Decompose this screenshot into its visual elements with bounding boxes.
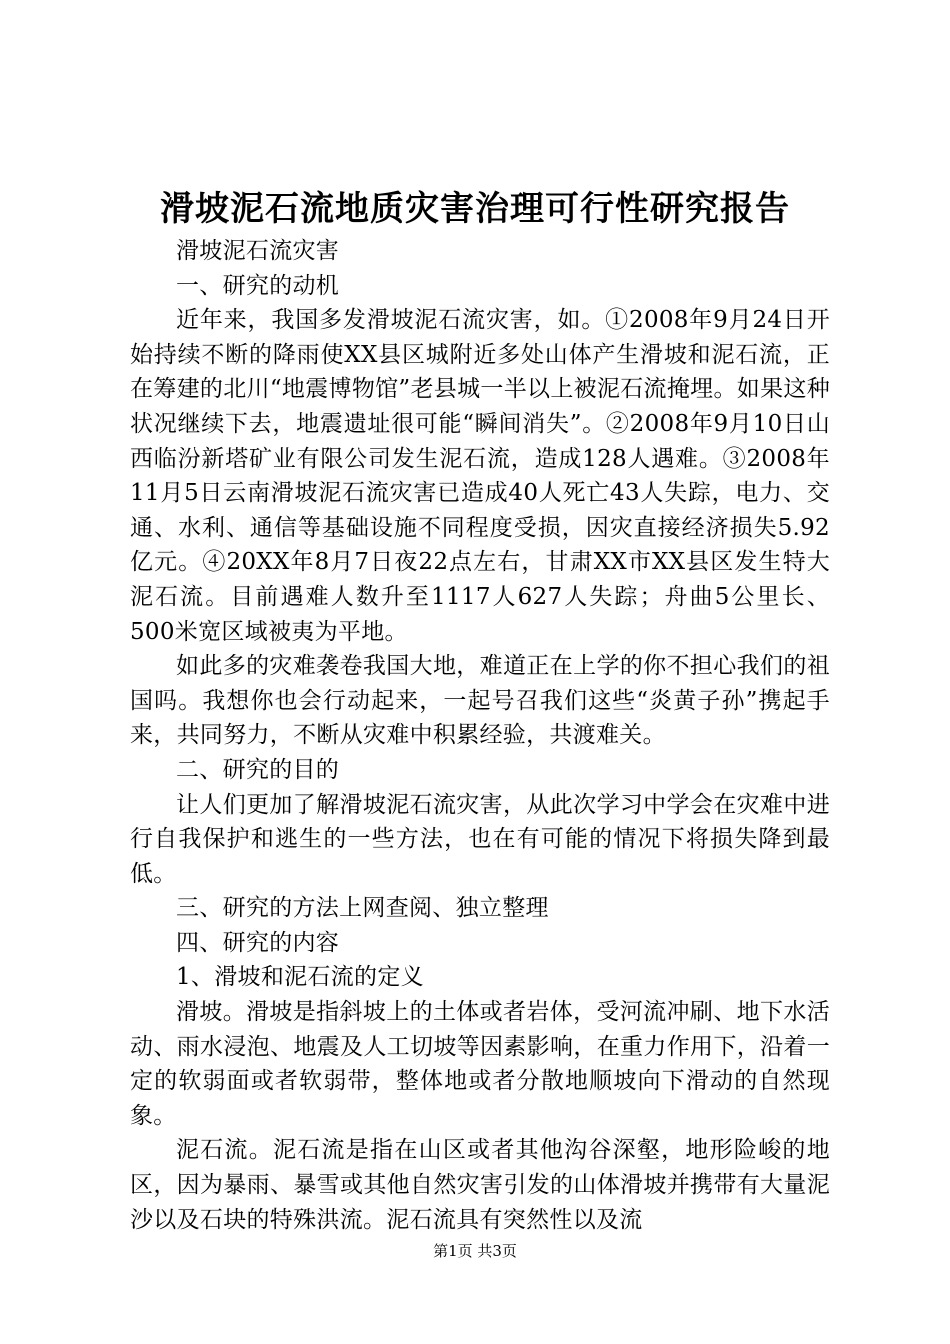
heading-content: 四、研究的内容 xyxy=(176,929,340,956)
heading-motivation: 一、研究的动机 xyxy=(176,272,340,299)
subheading-definition: 1、滑坡和泥石流的定义 xyxy=(176,964,424,991)
heading-purpose: 二、研究的目的 xyxy=(176,756,340,783)
paragraph-call-to-action: 如此多的灾难袭卷我国大地，难道正在上学的你不担心我们的祖国吗。我想你也会行动起来，一起号召我们这些“炎黄子孙”携起手来，共同努力，不断从灾难中积累经验，共渡难关。 xyxy=(130,653,830,749)
paragraph-debris-flow: 泥石流。泥石流是指在山区或者其他沟谷深壑，地形险峻的地区，因为暴雨、暴雪或其他自然灾害引发的山体滑坡并携带有大量泥沙以及石块的特殊洪流。泥石流具有突然性以及流 xyxy=(130,1137,830,1233)
paragraph-subject: 滑坡泥石流灾害 xyxy=(176,238,340,264)
paragraph-purpose: 让人们更加了解滑坡泥石流灾害，从此次学习中学会在灾难中进行自我保护和逃生的一些方法，也在有可能的情况下将损失降到最低。 xyxy=(130,791,830,887)
document-title: 滑坡泥石流地质灾害治理可行性研究报告 xyxy=(160,189,790,229)
page-footer: 第1页 共3页 xyxy=(433,1242,517,1260)
heading-method: 三、研究的方法上网查阅、独立整理 xyxy=(176,895,549,922)
paragraph-motivation: 近年来，我国多发滑坡泥石流灾害，如。①2008年9月24日开始持续不断的降雨使XX县区城附近多处山体产生滑坡和泥石流，正在筹建的北川“地震博物馆”老县城一半以上被泥石流掩埋。如果这种状况继续下去，地震遗址很可能“瞬间消失”。②2008年9月10日山西临汾新塔矿业有限公司发生泥石流，造成128人遇难。③2008年11月5日云南滑坡泥石流灾害已造成40人死亡43人失踪，电力、交通、水利、通信等基础设施不同程度受损，因灾直接经济损失5.92亿元。④20XX年8月7日夜22点左右，甘肃XX市XX县区发生特大泥石流。目前遇难人数升至1117人627人失踪；舟曲5公里长、500米宽区域被夷为平地。 xyxy=(130,307,830,645)
document-body xyxy=(130,234,830,1237)
paragraph-landslide: 滑坡。滑坡是指斜坡上的土体或者岩体，受河流冲刷、地下水活动、雨水浸泡、地震及人工切坡等因素影响，在重力作用下，沿着一定的软弱面或者软弱带，整体地或者分散地顺坡向下滑动的自然现象。 xyxy=(130,999,830,1129)
